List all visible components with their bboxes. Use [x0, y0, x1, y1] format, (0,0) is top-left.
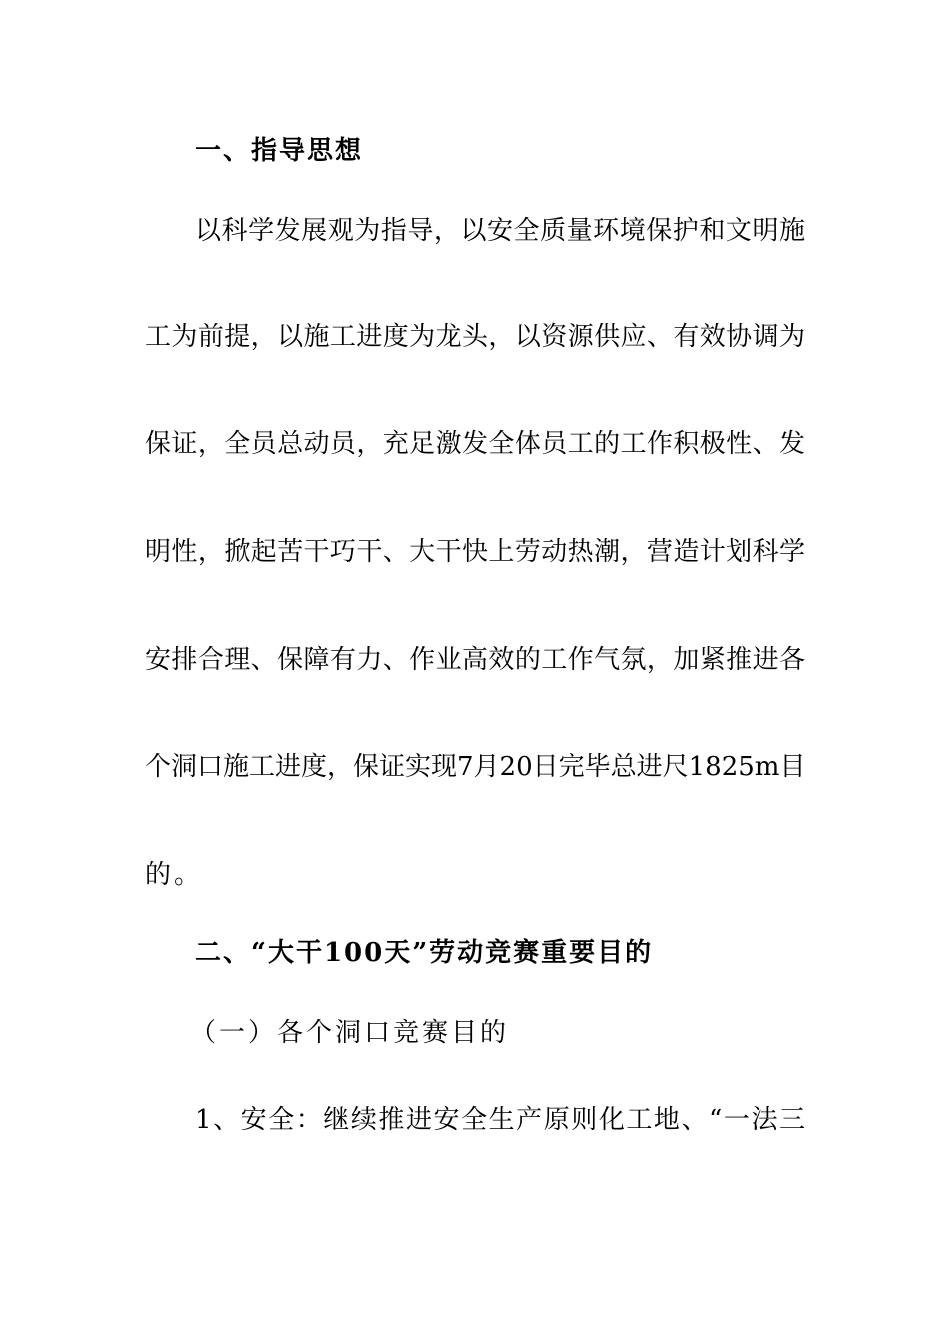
paragraph-line-5: 安排合理、保障有力、作业高效的工作气氛，加紧推进各: [145, 645, 805, 675]
section-heading-guiding-ideology: 一、指导思想: [195, 136, 364, 166]
subheading-tunnel-goals: （一）各个洞口竞赛目的: [190, 1018, 510, 1048]
paragraph-line-3: 保证，全员总动员，充足激发全体员工的工作积极性、发: [145, 429, 805, 459]
section-heading-competition-goals: 二、“大干100天”劳动竞赛重要目的: [195, 938, 654, 968]
paragraph-line-1: 以科学发展观为指导，以安全质量环境保护和文明施: [195, 216, 805, 246]
paragraph-line-4: 明性，掀起苦干巧干、大干快上劳动热潮，营造计划科学: [145, 537, 805, 567]
list-item-safety: 1、安全：继续推进安全生产原则化工地、“一法三: [195, 1105, 805, 1135]
paragraph-line-7: 的。: [145, 860, 204, 890]
paragraph-line-6: 个洞口施工进度，保证实现7月20日完毕总进尺1825m目: [145, 752, 806, 782]
paragraph-line-2: 工为前提，以施工进度为龙头，以资源供应、有效协调为: [145, 322, 805, 352]
